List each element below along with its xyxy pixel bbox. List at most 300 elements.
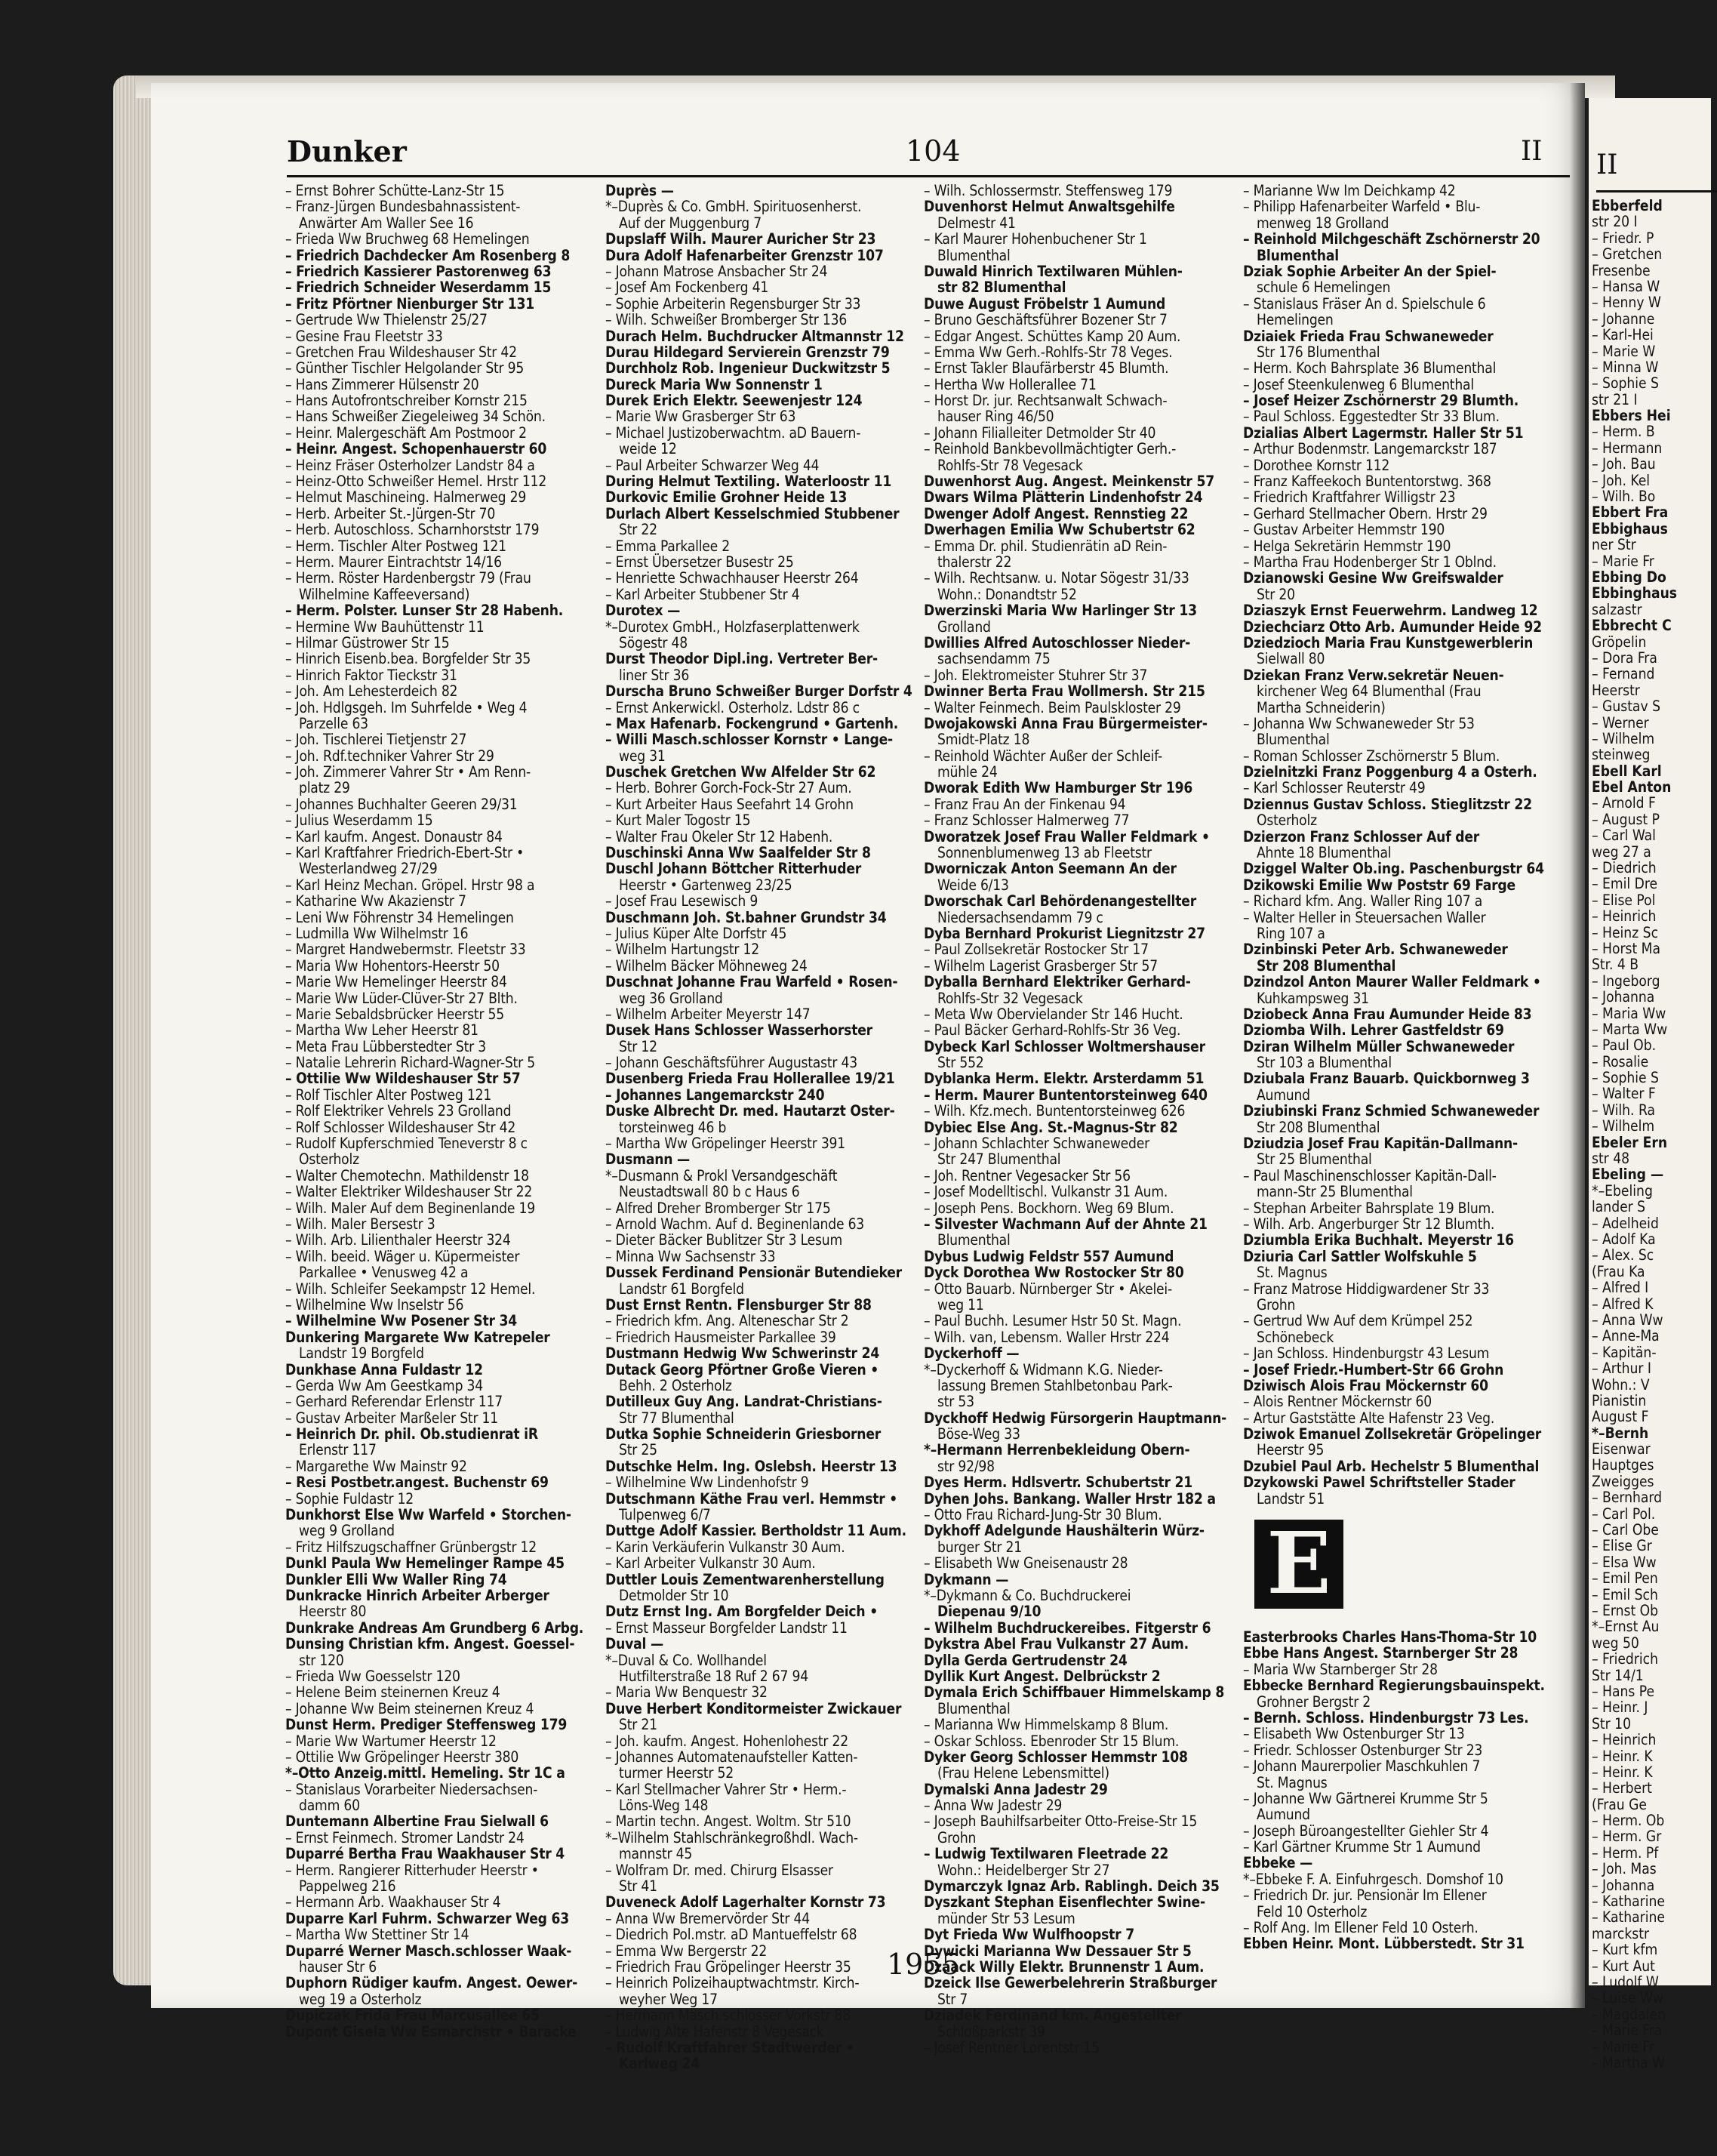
directory-entry-line: Karlweg 24 (619, 2055, 700, 2073)
directory-entry-line: weg 36 Grolland (619, 989, 723, 1007)
directory-entry-line: Pianistin (1592, 1391, 1647, 1409)
directory-entry-line: lassung Bremen Stahlbetonbau Park- (937, 1376, 1173, 1394)
directory-entry-line: Dunkrake Andreas Am Grundberg 6 Arbg. (285, 1619, 584, 1637)
directory-entry-line: – Wilhelmine Ww Inselstr 56 (285, 1295, 464, 1314)
directory-entry-line: Delmestr 41 (937, 214, 1016, 232)
directory-entry-line: – Wilh. Ra (1592, 1101, 1655, 1119)
directory-entry-line: Dutilleux Guy Ang. Landrat-Christians- (605, 1393, 882, 1411)
directory-entry-line: Dutschmann Käthe Frau verl. Hemmstr • (605, 1489, 898, 1508)
directory-entry-line: – Emil Dre (1592, 875, 1658, 893)
directory-entry-line: turmer Heerstr 52 (619, 1764, 734, 1782)
directory-entry-line: – Paul Buchh. Lesumer Hstr 50 St. Magn. (924, 1312, 1182, 1330)
directory-entry-line: – Wilh. Kfz.mech. Buntentorsteinweg 626 (924, 1102, 1186, 1120)
directory-entry-line: – Emma Ww Bergerstr 22 (605, 1942, 768, 1960)
directory-entry-line: Dupslaff Wilh. Maurer Auricher Str 23 (605, 230, 876, 248)
directory-entry-line: Dutschke Helm. Ing. Oslebsh. Heerstr 13 (605, 1457, 897, 1475)
directory-entry-line: – Walter Elektriker Wildeshauser Str 22 (285, 1183, 533, 1201)
directory-entry-line: *–Durotex GmbH., Holzfaserplattenwerk (605, 618, 860, 636)
directory-entry-line: – Diedrich (1592, 859, 1657, 877)
directory-entry-line: – Oskar Schloss. Ebenroder Str 15 Blum. (924, 1732, 1180, 1750)
directory-entry-line: Dziaiek Frieda Frau Schwaneweder (1243, 327, 1494, 345)
running-head: Dunker (287, 134, 407, 168)
directory-entry-line: – Joh. Zimmerer Vahrer Str • Am Renn- (285, 763, 531, 781)
directory-entry-line: – Gerhard Stellmacher Obern. Hrstr 29 (1243, 504, 1488, 522)
directory-entry-line: – Joh. Am Lehesterdeich 82 (285, 682, 458, 701)
directory-entry-line: – Rolf Schlosser Wildeshauser Str 42 (285, 1118, 516, 1136)
directory-entry-line: – Marie Fra (1592, 2022, 1663, 2040)
directory-entry-line: – Joh. Hdlgsgeh. Im Suhrfelde • Weg 4 (285, 698, 528, 716)
directory-entry-line: – Maria Ww Hohentors-Heerstr 50 (285, 956, 500, 975)
directory-entry-line: Str 247 Blumenthal (937, 1150, 1061, 1169)
directory-entry-line: – Friedrich (1592, 1650, 1659, 1668)
directory-entry-line: – Heinrich Polizeihauptwachtmstr. Kirch- (605, 1974, 860, 1992)
directory-entry-line: Schloßparkstr 39 (937, 2022, 1045, 2040)
directory-entry-line: – Arnold Wachm. Auf d. Beginenlande 63 (605, 1215, 865, 1233)
directory-entry-line: Dureck Maria Ww Sonnenstr 1 (605, 375, 823, 393)
directory-entry-line: – Reinhold Bankbevollmächtigter Gerh.- (924, 440, 1177, 458)
directory-entry-line: Duschmann Joh. St.bahner Grundstr 34 (605, 908, 887, 926)
directory-entry-line: Landstr 51 (1257, 1489, 1325, 1508)
directory-entry-line: hauser Ring 46/50 (937, 408, 1054, 426)
directory-entry-line: – Sophie S (1592, 374, 1659, 393)
directory-entry-line: str 92/98 (937, 1457, 995, 1475)
directory-entry-line: Dworatzek Josef Frau Waller Feldmark • (924, 827, 1210, 845)
directory-entry-line: Duparré Werner Masch.schlosser Waak- (285, 1942, 572, 1960)
facing-page (1589, 98, 1711, 2071)
directory-entry-line: – Franz Matrose Hiddigwardener Str 33 (1243, 1280, 1490, 1298)
directory-entry-line: – Henny W (1592, 294, 1661, 312)
directory-entry-line: Sögestr 48 (619, 633, 688, 651)
directory-entry-line: – Kurt kfm (1592, 1941, 1658, 1959)
directory-entry-line: mühle 24 (937, 763, 998, 781)
directory-entry-line: – Elisabeth Ww Ostenburger Str 13 (1243, 1725, 1465, 1743)
directory-entry-line: Detmolder Str 10 (619, 1586, 729, 1604)
directory-entry-line: Niedersachsendamm 79 c (937, 908, 1103, 926)
directory-entry-line: Westerlandweg 27/29 (299, 860, 438, 878)
directory-entry-line: Str. 4 B (1592, 956, 1639, 974)
directory-entry-line: – Heinz Fräser Osterholzer Landstr 84 a (285, 456, 535, 474)
directory-entry-line: – Alfred K (1592, 1295, 1654, 1313)
directory-entry-line: Ebell Karl (1592, 762, 1662, 780)
directory-entry-line: – Walter F (1592, 1085, 1656, 1103)
directory-entry-line: – Karl Stellmacher Vahrer Str • Herm.- (605, 1780, 847, 1798)
directory-entry-line: – Walter Chemotechn. Mathildenstr 18 (285, 1166, 529, 1184)
directory-entry-line: Dworniczak Anton Seemann An der (924, 860, 1177, 878)
directory-entry-line: – Heinrich (1592, 1731, 1657, 1749)
directory-entry-line: – Franz Schlosser Halmerweg 77 (924, 812, 1130, 830)
directory-entry-line: – Meta Frau Lübberstedter Str 3 (285, 1037, 486, 1055)
directory-entry-line: – Wilh. Maler Bersestr 3 (285, 1215, 435, 1233)
section-numeral: II (1521, 136, 1543, 167)
directory-entry-line: – Wilhelmine Ww Posener Str 34 (285, 1312, 518, 1330)
directory-entry-line: – Herm. Rangierer Ritterhuder Heerstr • (285, 1861, 539, 1879)
directory-entry-line: Duvenhorst Helmut Anwaltsgehilfe (924, 198, 1175, 216)
directory-entry-line: Wilhelmine Kaffeeversand) (299, 585, 470, 603)
directory-entry-line: platz 29 (299, 779, 350, 797)
directory-entry-line: Ebbinghaus (1592, 584, 1678, 602)
directory-entry-line: St. Magnus (1257, 1264, 1328, 1282)
directory-entry-line: – Diedrich Pol.mstr. aD Mantueffelstr 68 (605, 1926, 857, 1944)
directory-entry-line: – Natalie Lehrerin Richard-Wagner-Str 5 (285, 1054, 535, 1072)
directory-entry-line: schule 6 Hemelingen (1257, 279, 1391, 297)
directory-entry-line: – Wilhelm Hartungstr 12 (605, 941, 759, 959)
directory-entry-line: Dziobeck Anna Frau Aumunder Heide 83 (1243, 1005, 1532, 1023)
directory-entry-line: Dwerzinski Maria Ww Harlinger Str 13 (924, 602, 1197, 620)
directory-entry-line: Blumenthal (937, 1699, 1011, 1717)
directory-entry-line: weg 11 (937, 1295, 984, 1314)
directory-entry-line: – Henriette Schwachhauser Heerstr 264 (605, 569, 859, 587)
directory-entry-line: – Maria Ww Benquestr 32 (605, 1683, 768, 1702)
directory-entry-line: – Resi Postbetr.angest. Buchenstr 69 (285, 1474, 549, 1492)
directory-entry-line: Dymarczyk Ignaz Arb. Rablingh. Deich 35 (924, 1877, 1220, 1896)
gutter-shadow (1570, 83, 1585, 2008)
directory-entry-line: Anwärter Am Waller See 16 (299, 214, 474, 232)
directory-column-1 (285, 183, 610, 2040)
directory-entry-line: – Friedrich Kassierer Pastorenweg 63 (285, 262, 552, 280)
directory-entry-line: Blumenthal (1257, 731, 1330, 749)
directory-entry-line: steinweg (1592, 746, 1651, 764)
directory-entry-line: str 20 I (1592, 213, 1638, 231)
directory-entry-line: – Marta Ww (1592, 1020, 1668, 1038)
directory-entry-line: – Herb. Bohrer Gorch-Fock-Str 27 Aum. (605, 779, 852, 797)
directory-entry-line: Dzielnitzki Franz Poggenburg 4 a Osterh. (1243, 763, 1537, 781)
directory-entry-line: Dunkering Margarete Ww Katrepeler (285, 1328, 550, 1346)
directory-entry-line: – Johanne (1592, 310, 1655, 328)
directory-page (151, 83, 1585, 2073)
directory-entry-line: Dziomba Wilh. Lehrer Gastfeldstr 69 (1243, 1021, 1504, 1040)
directory-entry-line: – Josef Frau Lesewisch 9 (605, 892, 758, 910)
directory-entry-line: Aumund (1257, 1086, 1310, 1104)
directory-entry-line: Duske Albrecht Dr. med. Hautarzt Oster- (605, 1102, 895, 1120)
directory-entry-line: Löns-Weg 148 (619, 1797, 709, 1815)
directory-entry-line: Dziedzioch Maria Frau Kunstgewerblerin (1243, 633, 1534, 651)
directory-entry-line: – Ernst Bohrer Schütte-Lanz-Str 15 (285, 182, 505, 199)
directory-entry-line: – Herm. B (1592, 423, 1655, 441)
directory-entry-line: Dziechciarz Otto Arb. Aumunder Heide 92 (1243, 618, 1542, 636)
directory-entry-line: Dyba Bernhard Prokurist Liegnitzstr 27 (924, 924, 1205, 942)
directory-entry-line: Ebbert Fra (1592, 504, 1669, 522)
directory-entry-line: Ebeling — (1592, 1166, 1664, 1184)
directory-entry-line: – Margret Handwebermstr. Fleetstr 33 (285, 941, 526, 959)
directory-entry-line: Heerstr • Gartenweg 23/25 (619, 876, 792, 894)
directory-entry-line: Dzubiel Paul Arb. Hechelstr 5 Blumenthal (1243, 1457, 1540, 1475)
directory-entry-line: – Gertrud Ww Auf dem Krümpel 252 (1243, 1312, 1473, 1330)
directory-entry-line: Ebbecke Bernhard Regierungsbauinspekt. (1243, 1677, 1545, 1695)
directory-entry-line: – Minna W (1592, 358, 1659, 376)
directory-entry-line: Dunkhorst Else Ww Warfeld • Storchen- (285, 1506, 571, 1524)
directory-entry-line: Str 41 (619, 1877, 657, 1896)
directory-entry-line: Fresenbe (1592, 261, 1651, 279)
directory-entry-line: – Joh. kaufm. Angest. Hohenlohestr 22 (605, 1732, 848, 1750)
directory-entry-line: Hutfilterstraße 18 Ruf 2 67 94 (619, 1667, 808, 1685)
directory-entry-line: – Willi Masch.schlosser Kornstr • Lange- (605, 731, 893, 749)
directory-entry-line: Dussek Ferdinand Pensionär Butendieker (605, 1264, 902, 1282)
directory-entry-line: Str 10 (1592, 1714, 1632, 1732)
directory-entry-line: – Fritz Pförtner Nienburger Str 131 (285, 294, 534, 313)
directory-entry-line: – Max Hafenarb. Fockengrund • Gartenh. (605, 714, 899, 732)
directory-entry-line: Ebbrecht C (1592, 617, 1672, 635)
directory-entry-line: Dworak Edith Ww Hamburger Str 196 (924, 779, 1193, 797)
directory-entry-line: – Hermann Masch.schlosser Vorkstr 88 (605, 2007, 851, 2025)
directory-entry-line: marckstr (1592, 1924, 1650, 1942)
directory-entry-line: – Hans Autofrontschreiber Kornstr 215 (285, 392, 528, 410)
directory-entry-line: – Walter Feinmech. Beim Paulskloster 29 (924, 698, 1181, 716)
directory-entry-line: – Josef Am Fockenberg 41 (605, 279, 769, 297)
directory-entry-line: – Sophie Arbeiterin Regensburger Str 33 (605, 294, 861, 313)
directory-entry-line: Blumenthal (1257, 246, 1339, 264)
directory-entry-line: – Marianne Ww Im Deichkamp 42 (1243, 182, 1456, 199)
directory-entry-line: – Gustav S (1592, 698, 1660, 716)
directory-entry-line: Weide 6/13 (937, 876, 1009, 894)
directory-entry-line: – Helene Beim steinernen Kreuz 4 (285, 1683, 500, 1702)
directory-entry-line: Tulpenweg 6/7 (619, 1506, 711, 1524)
directory-entry-line: – Franz Frau An der Finkenau 94 (924, 795, 1126, 813)
directory-entry-line: Dziennus Gustav Schloss. Stieglitzstr 22 (1243, 795, 1532, 813)
directory-entry-line: – Emma Dr. phil. Studienrätin aD Rein- (924, 537, 1168, 555)
directory-entry-line: – Karl Kraftfahrer Friedrich-Ebert-Str • (285, 844, 525, 862)
directory-entry-line: thalerstr 22 (937, 553, 1012, 571)
directory-entry-line: Dziadek Ferdinand km. Angestellter (924, 2007, 1182, 2025)
directory-entry-line: – Friedr. P (1592, 229, 1654, 247)
directory-column-4 (1243, 183, 1568, 1507)
directory-entry-line: Parzelle 63 (299, 714, 368, 732)
directory-entry-line: – Rudolf Kraftfahrer Stadtwerder • (605, 2038, 854, 2056)
directory-entry-line: – Friedrich kfm. Ang. Alteneschar Str 2 (605, 1312, 849, 1330)
header-rule (287, 175, 1570, 177)
directory-entry-line: – Kurt Aut (1592, 1957, 1655, 1975)
directory-entry-line: Ebbe Hans Angest. Starnberger Str 28 (1243, 1644, 1519, 1662)
directory-entry-line: – Arthur I (1592, 1360, 1651, 1378)
directory-entry-line: – Gretchen (1592, 245, 1663, 263)
directory-entry-line: – Hermann Arb. Waakhauser Str 4 (285, 1893, 501, 1911)
directory-entry-line: Durotex — (605, 602, 681, 620)
directory-entry-line: – Joh. Elektromeister Stuhrer Str 37 (924, 666, 1148, 684)
directory-entry-line: – Katharine (1592, 1908, 1665, 1927)
directory-entry-line: menweg 18 Grolland (1257, 214, 1389, 232)
directory-entry-line: Dunkhase Anna Fuldastr 12 (285, 1360, 483, 1378)
directory-entry-line: Feld 10 Osterholz (1257, 1902, 1368, 1920)
directory-entry-line: Dyes Herm. Hdlsvertr. Schubertstr 21 (924, 1474, 1193, 1492)
directory-entry-line: – Wilh. Schleifer Seekampstr 12 Hemel. (285, 1280, 536, 1298)
directory-entry-line: Dzikowski Emilie Ww Poststr 69 Farge (1243, 876, 1515, 894)
directory-entry-line: – Philipp Hafenarbeiter Warfeld • Blu- (1243, 198, 1481, 216)
directory-entry-line: – Maria Ww (1592, 1004, 1666, 1022)
directory-entry-line: – Rudolf Kupferschmied Teneverstr 8 c (285, 1135, 528, 1153)
directory-entry-line: Duprès — (605, 182, 674, 199)
directory-entry-line: liner Str 36 (619, 666, 690, 684)
directory-entry-line: Pappelweg 216 (299, 1877, 396, 1896)
directory-entry-line: – Anne-Ma (1592, 1327, 1660, 1345)
directory-entry-line: – Margarethe Ww Mainstr 92 (285, 1457, 467, 1475)
directory-entry-line: – Elisabeth Ww Gneisenaustr 28 (924, 1554, 1128, 1572)
directory-entry-line: – Ludmilla Ww Wilhelmstr 16 (285, 924, 469, 942)
directory-entry-line: Ebben Heinr. Mont. Lübberstedt. Str 31 (1243, 1935, 1525, 1953)
directory-entry-line: – Gerhard Referendar Erlenstr 117 (285, 1393, 503, 1411)
directory-entry-line: – Friedrich Frau Gröpelinger Heerstr 35 (605, 1957, 851, 1976)
directory-entry-line: Dzindzol Anton Maurer Waller Feldmark • (1243, 973, 1541, 991)
directory-entry-line: Aumund (1257, 1806, 1310, 1824)
directory-entry-line: – Sophie Fuldastr 12 (285, 1489, 414, 1508)
directory-entry-line: *–Dusmann & Prokl Versandgeschäft (605, 1166, 838, 1184)
directory-entry-line: – Friedrich Schneider Weserdamm 15 (285, 279, 552, 297)
directory-entry-line: – Wilh. van, Lebensm. Waller Hrstr 224 (924, 1328, 1170, 1346)
directory-entry-line: (Frau Ka (1592, 1262, 1645, 1280)
directory-entry-line: Neustadtswall 80 b c Haus 6 (619, 1183, 800, 1201)
directory-entry-line: – Dora Fra (1592, 648, 1657, 667)
directory-entry-line: Landstr 19 Borgfeld (299, 1344, 424, 1363)
directory-entry-line: – Marie Ww Grasberger Str 63 (605, 408, 796, 426)
directory-entry-line: – Herm. Koch Bahrsplate 36 Blumenthal (1243, 359, 1497, 377)
directory-entry-line: – Josef Steenkulenweg 6 Blumenthal (1243, 375, 1474, 393)
directory-entry-line: Duschl Johann Böttcher Ritterhuder (605, 860, 862, 878)
directory-entry-line: – Friedrich Dr. jur. Pensionär Im Ellener (1243, 1886, 1487, 1905)
directory-entry-line: *–Duval & Co. Wollhandel (605, 1651, 767, 1669)
directory-entry-line: – Johannes Automatenaufsteller Katten- (605, 1748, 858, 1766)
directory-entry-line: Hauptges (1592, 1456, 1654, 1474)
directory-entry-line: Parkallee • Venusweg 42 a (299, 1264, 469, 1282)
directory-entry-line: – Friedrich Hausmeister Parkallee 39 (605, 1328, 836, 1346)
directory-entry-line: Durchholz Rob. Ingenieur Duckwitzstr 5 (605, 359, 891, 377)
directory-entry-line: – Herm. Maurer Eintrachtstr 14/16 (285, 553, 502, 571)
directory-entry-line: – Karl Maurer Hohenbuchener Str 1 (924, 230, 1147, 248)
directory-entry-line: Durst Theodor Dipl.ing. Vertreter Ber- (605, 650, 878, 668)
directory-entry-line: – Alex. Sc (1592, 1246, 1654, 1264)
directory-entry-line: Dwillies Alfred Autoschlosser Nieder- (924, 633, 1191, 651)
directory-entry-line: Landstr 61 Borgfeld (619, 1280, 744, 1298)
directory-entry-line: Martha Schneiderin) (1257, 698, 1386, 716)
directory-entry-line: – Frieda Ww Bruchweg 68 Hemelingen (285, 230, 530, 248)
directory-entry-line: – August P (1592, 810, 1660, 828)
directory-entry-line: – Josef Heizer Zschörnerstr 29 Blumth. (1243, 392, 1519, 410)
directory-entry-line: – Meta Ww Obervielander Str 146 Hucht. (924, 1005, 1183, 1023)
directory-entry-line: weg 9 Grolland (299, 1522, 395, 1540)
directory-entry-line: – Stanislaus Vorarbeiter Niedersachsen- (285, 1780, 538, 1798)
directory-entry-line: Duve Herbert Konditormeister Zwickauer (605, 1699, 902, 1717)
directory-entry-line: Dura Adolf Hafenarbeiter Grenzstr 107 (605, 246, 884, 264)
directory-entry-line: weg 31 (619, 747, 666, 765)
directory-entry-line: – Joseph Pens. Bockhorn. Weg 69 Blum. (924, 1199, 1174, 1217)
directory-entry-line: – Emma Parkallee 2 (605, 537, 731, 555)
directory-column-2 (605, 183, 930, 2072)
directory-entry-line: Heerstr 95 (1257, 1441, 1325, 1459)
directory-entry-line: *–Dykmann & Co. Buchdruckerei (924, 1586, 1131, 1604)
directory-entry-line: Ebbers Hei (1592, 407, 1671, 425)
directory-entry-line: – Roman Schlosser Zschörnerstr 5 Blum. (1243, 747, 1500, 765)
directory-entry-line: – Paul Ob. (1592, 1036, 1657, 1055)
directory-entry-line: – Joh. Mas (1592, 1860, 1657, 1878)
directory-entry-line: – Kurt Maler Togostr 15 (605, 812, 751, 830)
directory-entry-line: Dziubala Franz Bauarb. Quickbornweg 3 (1243, 1070, 1530, 1088)
directory-entry-line: – Richard kfm. Ang. Waller Ring 107 a (1243, 892, 1483, 910)
directory-entry-line: Dyllik Kurt Angest. Delbrückstr 2 (924, 1667, 1161, 1685)
directory-entry-line: – Adelheid (1592, 1214, 1659, 1232)
directory-entry-line: – Johannes Buchhalter Geeren 29/31 (285, 795, 518, 813)
directory-entry-line: Sonnenblumenweg 13 ab Fleetstr (937, 844, 1152, 862)
directory-entry-line: *–Ernst Au (1592, 1618, 1660, 1636)
directory-entry-line: Ebbighaus (1592, 519, 1668, 537)
directory-entry-line: Grohner Bergstr 2 (1257, 1692, 1371, 1711)
directory-entry-line: – Johanna (1592, 1876, 1655, 1894)
directory-entry-line: Dybeck Karl Schlosser Woltmershauser (924, 1037, 1205, 1055)
directory-entry-line: – Hans Schweißer Ziegeleiweg 34 Schön. (285, 408, 546, 426)
directory-entry-line: – Martha Ww Gröpelinger Heerstr 391 (605, 1135, 846, 1153)
directory-entry-line: – Franz Kaffeekoch Buntentorstwg. 368 (1243, 473, 1491, 491)
directory-entry-line: – Johann Matrose Ansbacher Str 24 (605, 262, 828, 280)
directory-entry-line: – Friedrich Kraftfahrer Willigstr 23 (1243, 488, 1456, 507)
directory-entry-line: Eisenwar (1592, 1440, 1651, 1458)
directory-entry-line: Dyhen Johs. Bankang. Waller Hrstr 182 a (924, 1489, 1216, 1508)
directory-entry-line: Heerstr (1592, 681, 1640, 699)
directory-entry-line: – Joh. Tischlerei Tietjenstr 27 (285, 731, 467, 749)
facing-page-column (1592, 198, 1677, 2071)
directory-entry-line: Str 7 (937, 1990, 968, 2008)
directory-entry-line: Easterbrooks Charles Hans-Thoma-Str 10 (1243, 1628, 1537, 1646)
directory-entry-line: Dwenger Adolf Angest. Rennstieg 22 (924, 504, 1189, 522)
directory-entry-line: Ebel Anton (1592, 778, 1672, 796)
directory-entry-line: – Bernhard (1592, 1489, 1663, 1507)
directory-entry-line: – Wilh. Maler Auf dem Beginenlande 19 (285, 1199, 535, 1217)
directory-entry-line: – Martha Ww Leher Heerstr 81 (285, 1021, 478, 1040)
directory-entry-line: – Karl-Hei (1592, 326, 1654, 344)
directory-entry-line: burger Str 21 (937, 1538, 1022, 1556)
directory-entry-line: – Wilh. beeid. Wäger u. Küpermeister (285, 1247, 520, 1265)
directory-entry-line: – Herm. Maurer Buntentorsteinweg 640 (924, 1086, 1208, 1104)
directory-entry-line: – Arthur Bodenmstr. Langemarckstr 187 (1243, 440, 1497, 458)
directory-entry-line: *–Dyckerhoff & Widmann K.G. Nieder- (924, 1360, 1163, 1378)
directory-entry-line: münder Str 53 Lesum (937, 1909, 1075, 1927)
page-number: 104 (906, 134, 961, 168)
directory-entry-line: – Luise Ww (1592, 1989, 1663, 2007)
directory-entry-line: Erlenstr 117 (299, 1441, 377, 1459)
directory-entry-line: – Karl Schlosser Reuterstr 49 (1243, 779, 1426, 797)
directory-entry-line: – Wilhelm (1592, 1117, 1655, 1135)
directory-entry-line: Dybus Ludwig Feldstr 557 Aumund (924, 1247, 1174, 1265)
directory-entry-line: Grolland (937, 618, 991, 636)
year-footer: 1955 (887, 1948, 960, 1981)
directory-entry-line: Rohlfs-Str 78 Vegesack (937, 456, 1083, 474)
directory-entry-line: – Gerda Ww Am Geestkamp 34 (285, 1376, 483, 1394)
directory-entry-line: Dykhoff Adelgunde Haushälterin Würz- (924, 1522, 1205, 1540)
directory-entry-line: – Maria Ww Starnberger Str 28 (1243, 1660, 1438, 1678)
directory-entry-line: – Ernst Takler Blaufärberstr 45 Blumth. (924, 359, 1169, 377)
directory-entry-line: *–Ebbeke F. A. Einfuhrgesch. Domshof 10 (1243, 1870, 1503, 1888)
directory-entry-line: – Hinrich Faktor Tieckstr 31 (285, 666, 457, 684)
directory-entry-line: Heerstr 80 (299, 1603, 367, 1621)
directory-entry-line: Dutz Ernst Ing. Am Borgfelder Deich • (605, 1603, 878, 1621)
directory-entry-line: – Carl Obe (1592, 1521, 1659, 1539)
directory-entry-line: – Werner (1592, 713, 1649, 732)
facing-page-numeral: II (1596, 149, 1618, 180)
directory-entry-line: – Gesine Frau Fleetstr 33 (285, 327, 443, 345)
directory-entry-line: – Rolf Ang. Im Ellener Feld 10 Osterh. (1243, 1919, 1479, 1937)
directory-entry-line: – Carl Pol. (1592, 1505, 1656, 1523)
directory-entry-line: – Heinr. J (1592, 1699, 1648, 1717)
directory-entry-line: – Johannes Langemarckstr 240 (605, 1086, 825, 1104)
directory-entry-line: – Hertha Ww Hollerallee 71 (924, 375, 1097, 393)
directory-entry-line: *–Bernh (1592, 1424, 1649, 1442)
directory-entry-line: – Herm. Pf (1592, 1843, 1659, 1862)
directory-entry-line: Durek Erich Elektr. Seewenjestr 124 (605, 392, 863, 410)
directory-entry-line: lander S (1592, 1198, 1646, 1216)
directory-entry-line: – Rolf Tischler Alter Postweg 121 (285, 1086, 492, 1104)
directory-entry-line: – Herb. Autoschloss. Scharnhorststr 179 (285, 521, 540, 539)
directory-entry-line: – Paul Maschinenschlosser Kapitän-Dall- (1243, 1166, 1497, 1184)
directory-entry-line: – Joh. Rdf.techniker Vahrer Str 29 (285, 747, 494, 765)
directory-entry-line: Dziudzia Josef Frau Kapitän-Dallmann- (1243, 1135, 1518, 1153)
directory-entry-line: Str 208 Blumenthal (1257, 956, 1396, 975)
directory-entry-line: Dzeick Ilse Gewerbelehrerin Straßburger (924, 1974, 1217, 1992)
directory-entry-line: Dwars Wilma Plätterin Lindenhofstr 24 (924, 488, 1203, 507)
